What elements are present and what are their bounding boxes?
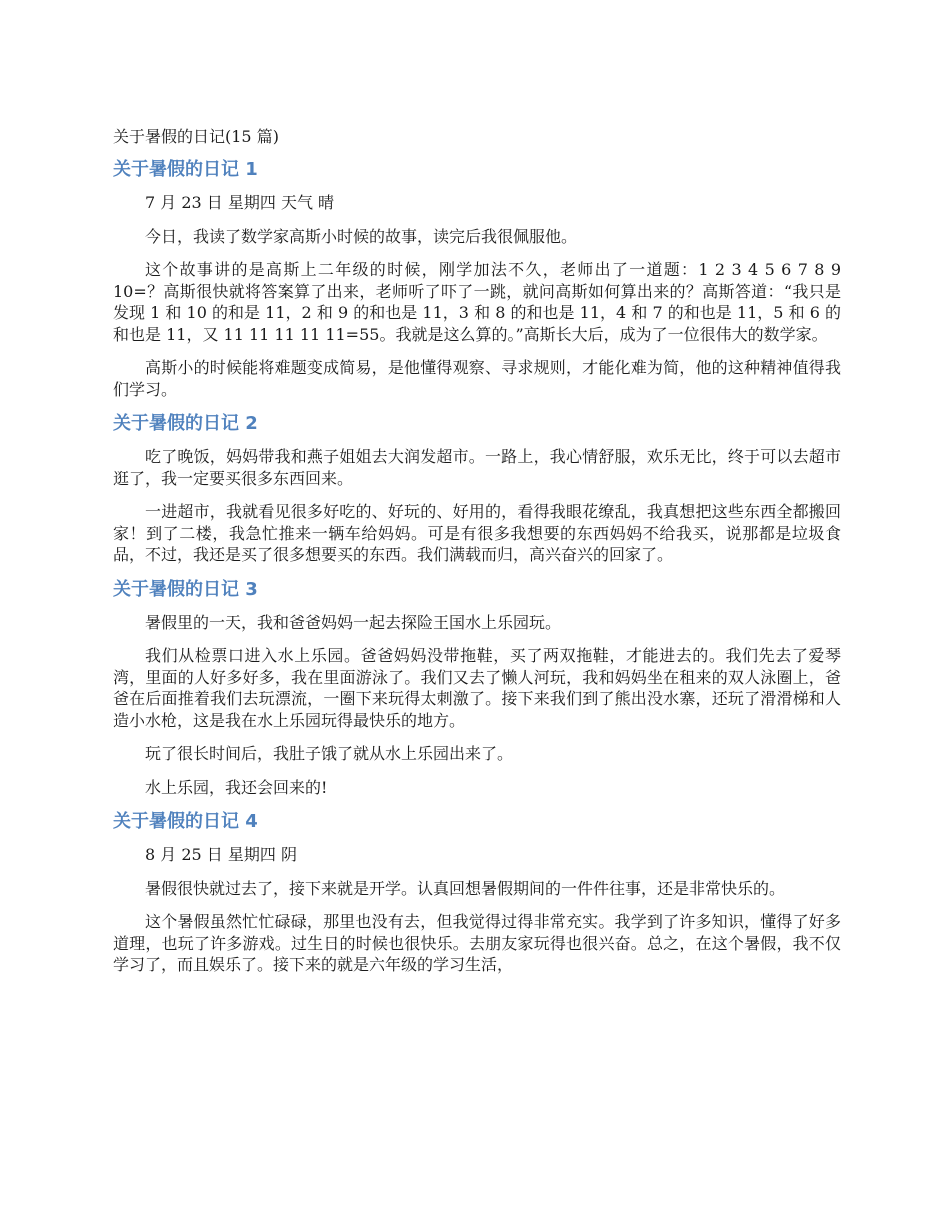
paragraph: 高斯小的时候能将难题变成简易，是他懂得观察、寻求规则，才能化难为简，他的这种精神值得我们学习。 — [113, 358, 841, 399]
paragraph: 一进超市，我就看见很多好吃的、好玩的、好用的，看得我眼花缭乱，我真想把这些东西全都搬回家！到了二楼，我急忙推来一辆车给妈妈。可是有很多我想要的东西妈妈不给我买，说那都是垃圾食品，不过，我还是买了很多想要买的东西。我们满载而归，高兴奋兴的回家了。 — [113, 502, 841, 564]
paragraph: 水上乐园，我还会回来的! — [145, 777, 328, 797]
diary-section-2 — [113, 412, 841, 566]
diary-section-1 — [113, 158, 841, 400]
paragraph: 7 月 23 日 星期四 天气 晴 — [145, 193, 335, 212]
section-heading: 关于暑假的日记 4 — [113, 811, 258, 832]
section-heading: 关于暑假的日记 2 — [113, 413, 258, 434]
paragraph: 今日，我读了数学家高斯小时候的故事，读完后我很佩服他。 — [145, 226, 578, 246]
diary-section-3 — [113, 578, 841, 799]
paragraph: 玩了很长时间后，我肚子饿了就从水上乐园出来了。 — [145, 744, 514, 763]
paragraph: 暑假很快就过去了，接下来就是开学。认真回想暑假期间的一件件往事，还是非常快乐的。 — [145, 878, 786, 898]
paragraph: 吃了晚饭，妈妈带我和燕子姐姐去大润发超市。一路上，我心情舒服，欢乐无比，终于可以去超市逛了，我一定要买很多东西回来。 — [113, 447, 841, 488]
paragraph: 我们从检票口进入水上乐园。爸爸妈妈没带拖鞋，买了两双拖鞋，才能进去的。我们先去了爱琴湾，里面的人好多好多，我在里面游泳了。我们又去了懒人河玩，我和妈妈坐在租来的双人泳圈上，爸爸在后面推着我们去玩漂流，一圈下来玩得太刺激了。接下来我们到了熊出没水寨，还玩了滑滑梯和人造小水枪，这是我在水上乐园玩得最快乐的地方。 — [113, 646, 841, 730]
document-title: 关于暑假的日记(15 篇) — [113, 127, 279, 146]
paragraph: 8 月 25 日 星期四 阴 — [145, 845, 297, 864]
section-heading: 关于暑假的日记 1 — [113, 159, 258, 180]
section-heading: 关于暑假的日记 3 — [113, 578, 258, 600]
paragraph: 暑假里的一天，我和爸爸妈妈一起去探险王国水上乐园玩。 — [145, 612, 562, 632]
paragraph: 这个故事讲的是高斯上二年级的时候，刚学加法不久，老师出了一道题：1 2 3 4 5 6 7 8 9 10=？高斯很快就将答案算了出来，老师听了吓了一跳，就问高斯如何算出来的？高斯答道：“我只是发现 1 和 10 的和是 11，2 和 9 的和也是 11，3 和 8 的和也是 11，4 和 7 的和也是 11，5 和 6 的和也是 11，又 11 11 11 11 11=55。我就是这么算的。”高斯长大后，成为了一位很伟大的数学家。 — [113, 260, 841, 344]
document-page — [113, 126, 841, 988]
paragraph: 这个暑假虽然忙忙碌碌，那里也没有去，但我觉得过得非常充实。我学到了许多知识，懂得了好多道理，也玩了许多游戏。过生日的时候也很快乐。去朋友家玩得也很兴奋。总之，在这个暑假，我不仅学习了，而且娱乐了。接下来的就是六年级的学习生活， — [113, 912, 841, 974]
diary-section-4 — [113, 810, 841, 976]
